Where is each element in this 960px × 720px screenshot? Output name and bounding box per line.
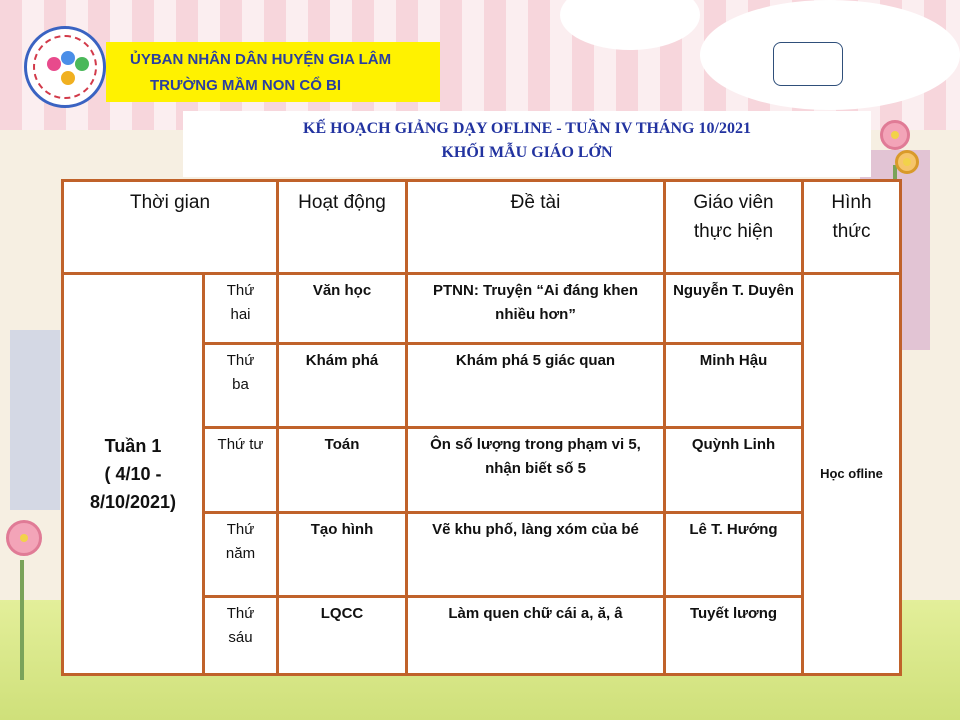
teacher-cell: Quỳnh Linh — [665, 428, 803, 513]
day-label: năm — [225, 545, 256, 562]
empty-box — [773, 42, 843, 86]
flower-icon — [895, 150, 919, 174]
header-activity: Hoạt động — [278, 181, 407, 274]
topic-cell: Làm quen chữ cái a, ă, â — [407, 597, 665, 675]
day-label: Thứ — [226, 282, 255, 299]
header-form-line1: Hình — [831, 192, 872, 213]
activity-cell: Văn học — [278, 274, 407, 344]
day-label: Thứ tư — [217, 436, 264, 453]
teacher-cell: Lê T. Hướng — [665, 513, 803, 597]
teacher-cell: Minh Hậu — [665, 344, 803, 428]
day-label: sáu — [228, 629, 253, 646]
topic-cell: Ôn số lượng trong phạm vi 5, nhận biết số 5 — [407, 428, 665, 513]
day-label: ba — [232, 376, 249, 393]
activity-cell: Khám phá — [278, 344, 407, 428]
activity-cell: Toán — [278, 428, 407, 513]
teacher-cell: Tuyết lương — [665, 597, 803, 675]
plan-title-box — [183, 111, 871, 177]
flower-stem — [20, 560, 24, 680]
flower-icon — [880, 120, 910, 150]
day-label: hai — [230, 306, 251, 323]
day-label: Thứ — [226, 521, 255, 538]
activity-cell: Tạo hình — [278, 513, 407, 597]
day-label: Thứ — [226, 605, 255, 622]
topic-cell: Khám phá 5 giác quan — [407, 344, 665, 428]
day-cell — [204, 513, 278, 597]
header-time: Thời gian — [63, 181, 278, 274]
day-cell — [204, 597, 278, 675]
school-name-box — [106, 42, 440, 102]
day-cell — [204, 428, 278, 513]
week-range-end: 8/10/2021) — [89, 492, 177, 512]
form-cell: Học ofline — [803, 274, 901, 675]
header-teacher-line2: thực hiện — [693, 221, 774, 242]
activity-cell: LQCC — [278, 597, 407, 675]
header-topic: Đề tài — [407, 181, 665, 274]
topic-cell: PTNN: Truyện “Ai đáng khen nhiều hơn” — [407, 274, 665, 344]
table-row — [63, 274, 901, 344]
week-label: Tuần 1 — [104, 436, 162, 456]
schedule-table — [61, 179, 902, 676]
teacher-cell: Nguyễn T. Duyên — [665, 274, 803, 344]
topic-cell: Vẽ khu phố, làng xóm của bé — [407, 513, 665, 597]
school-name: TRƯỜNG MẦM NON CỔ BI — [150, 77, 342, 94]
day-label: Thứ — [226, 352, 255, 369]
header-form-line2: thức — [832, 221, 871, 242]
flower-icon — [6, 520, 42, 556]
plan-subtitle: KHỐI MẪU GIÁO LỚN — [441, 144, 613, 161]
header-form — [803, 181, 901, 274]
week-cell — [63, 274, 204, 675]
day-cell — [204, 344, 278, 428]
plan-title: KẾ HOẠCH GIẢNG DẠY OFLINE - TUẦN IV THÁNG 10/2021 — [303, 120, 751, 137]
fabric-patch — [10, 330, 60, 510]
header-teacher — [665, 181, 803, 274]
week-range-start: ( 4/10 - — [104, 464, 162, 484]
school-authority: ỦYBAN NHÂN DÂN HUYỆN GIA LÂM — [130, 51, 392, 68]
day-cell — [204, 274, 278, 344]
table-header-row — [63, 181, 901, 274]
header-teacher-line1: Giáo viên — [693, 192, 774, 213]
school-logo-icon — [24, 26, 106, 108]
